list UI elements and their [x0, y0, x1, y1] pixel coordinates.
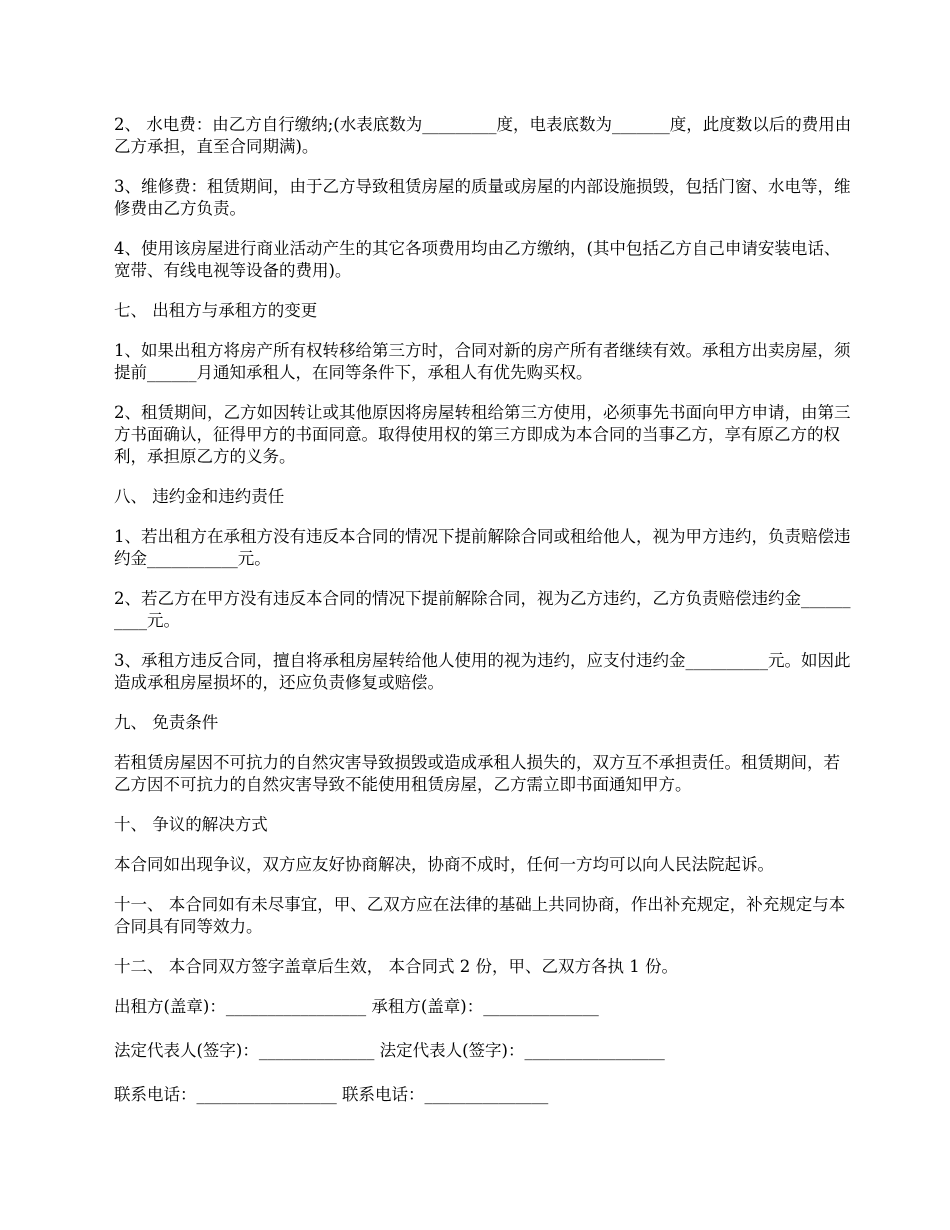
section-heading-9: 九、 免责条件 — [114, 713, 219, 732]
signature-line-seal: 出租方(盖章)：_________________ 承租方(盖章)：______________ — [114, 997, 599, 1016]
section-heading-10: 十、 争议的解决方式 — [114, 815, 268, 834]
section-heading-8: 八、 违约金和违约责任 — [114, 487, 285, 506]
clause-11: 十一、 本合同如有未尽事宜，甲、乙双方应在法律的基础上共同协商，作出补充规定，补充规定与本合同具有同等效力。 — [114, 895, 846, 936]
clause-9: 若租赁房屋因不可抗力的自然灾害导致损毁或造成承租人损失的，双方互不承担责任。租赁期间，若乙方因不可抗力的自然灾害导致不能使用租赁房屋，乙方需立即书面通知甲方。 — [114, 753, 840, 794]
clause-maintenance: 3、维修费：租赁期间，由于乙方导致租赁房屋的质量或房屋的内部设施损毁，包括门窗、水电等，维修费由乙方负责。 — [114, 177, 851, 218]
signature-line-representative: 法定代表人(签字)：______________ 法定代表人(签字)：_________________ — [114, 1041, 665, 1060]
clause-other-fees: 4、使用该房屋进行商业活动产生的其它各项费用均由乙方缴纳，(其中包括乙方自己申请安装电话、宽带、有线电视等设备的费用)。 — [114, 239, 841, 280]
clause-10: 本合同如出现争议，双方应友好协商解决，协商不成时，任何一方均可以向人民法院起诉。 — [114, 855, 774, 874]
clause-7-2: 2、租赁期间，乙方如因转让或其他原因将房屋转租给第三方使用，必须事先书面向甲方申请，由第三方书面确认，征得甲方的书面同意。取得使用权的第三方即成为本合同的当事乙方，享有原乙方的权利，承担原乙方的义务。 — [114, 403, 851, 466]
signature-line-phone: 联系电话：_________________ 联系电话：_______________ — [114, 1085, 549, 1104]
clause-8-3: 3、承租方违反合同，擅自将承租房屋转给他人使用的视为违约，应支付违约金__________元。如因此造成承租房屋损坏的，还应负责修复或赔偿。 — [114, 651, 851, 692]
clause-utilities: 2、 水电费：由乙方自行缴纳;(水表底数为_________度，电表底数为_______度，此度数以后的费用由乙方承担，直至合同期满)。 — [114, 115, 852, 156]
document-page — [114, 114, 854, 1128]
clause-12: 十二、 本合同双方签字盖章后生效， 本合同式 2 份，甲、乙双方各执 1 份。 — [114, 957, 678, 976]
clause-7-1: 1、如果出租方将房产所有权转移给第三方时，合同对新的房产所有者继续有效。承租方出卖房屋，须提前______月通知承租人，在同等条件下，承租人有优先购买权。 — [114, 341, 851, 382]
clause-8-2: 2、若乙方在甲方没有违反本合同的情况下提前解除合同，视为乙方违约，乙方负责赔偿违约金__________元。 — [114, 589, 851, 630]
section-heading-7: 七、 出租方与承租方的变更 — [114, 301, 318, 320]
clause-8-1: 1、若出租方在承租方没有违反本合同的情况下提前解除合同或租给他人，视为甲方违约，负责赔偿违约金___________元。 — [114, 527, 851, 568]
